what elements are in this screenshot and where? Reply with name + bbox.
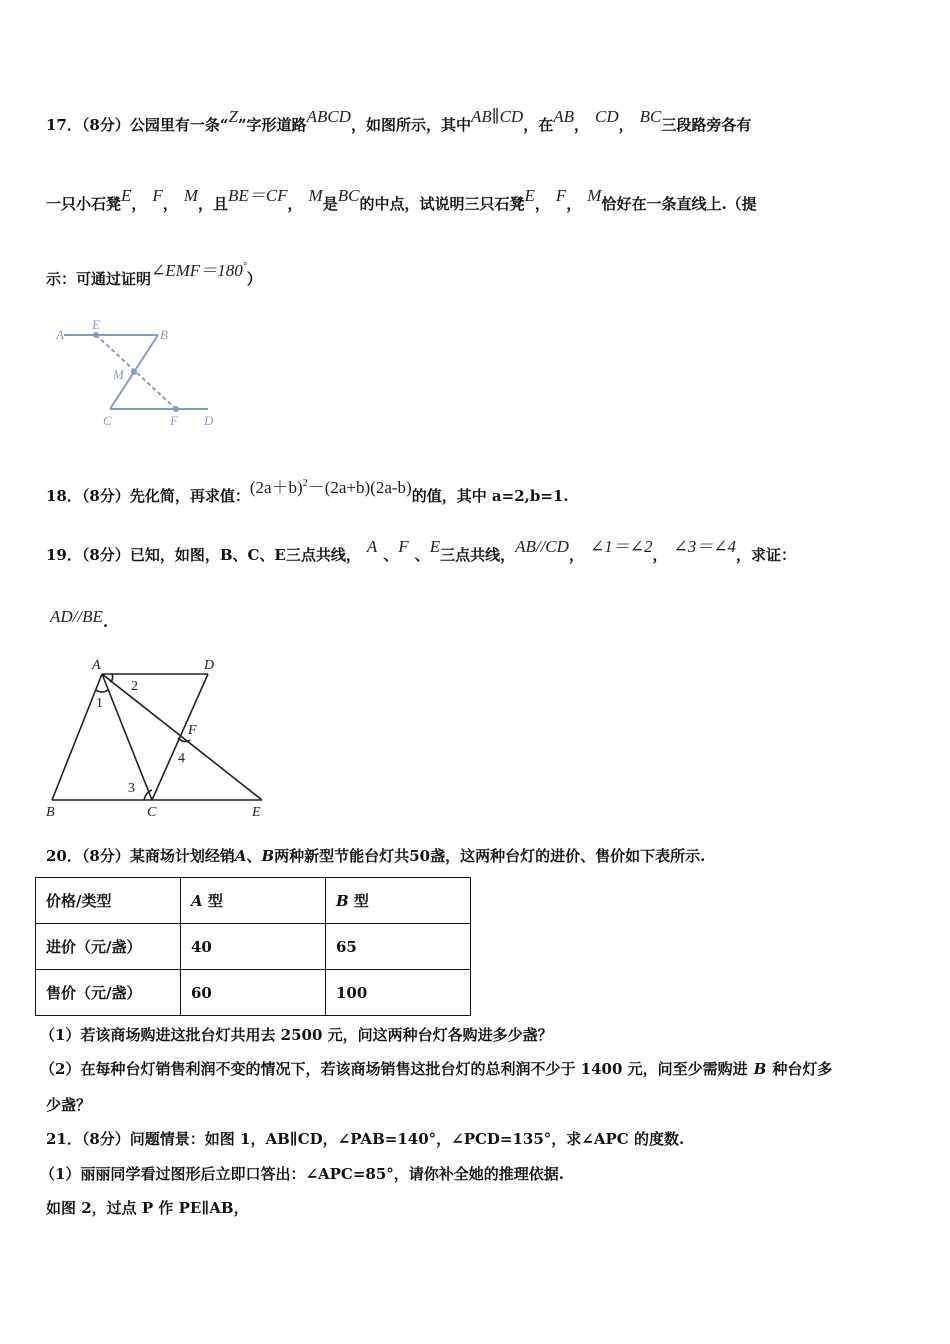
math-angle-3-eq-4: ∠3＝∠4	[673, 537, 736, 556]
math-e: E	[429, 537, 441, 556]
math-expr-b: －(2a+b)(2a-b)	[307, 478, 412, 497]
math-abcd: ABCD	[306, 107, 351, 126]
math-a: A	[366, 537, 378, 556]
q19-number: 19．	[46, 546, 82, 564]
q18-number: 18．	[46, 487, 82, 505]
math-angle-1-eq-2: ∠1＝∠2	[589, 537, 653, 556]
table-cell: 40	[181, 924, 326, 970]
label-c: C	[147, 805, 157, 820]
math-cd: CD	[595, 107, 619, 126]
q19-text: 、	[414, 546, 430, 564]
q20-line-1	[46, 845, 705, 866]
q20-count: 50	[409, 847, 431, 865]
label-1: 1	[96, 696, 103, 711]
q20-text: 盏，这两种台灯的进价、售价如下表所示.	[430, 847, 706, 865]
q17-line-2	[46, 186, 757, 214]
q20-text: （2）在每种台灯销售利润不变的情况下，若该商场销售这批台灯的总利润不少于 1400 元，问至少需购进	[40, 1060, 748, 1078]
header-cell: 价格/类型	[36, 878, 181, 924]
segment-dc	[152, 674, 208, 800]
math-ab-parallel-cd: AB∥CD	[470, 107, 524, 126]
q19-score: （8分）	[81, 546, 130, 564]
label-d: D	[204, 413, 214, 428]
q20-number: 20．	[46, 847, 82, 865]
q17-number: 17．	[46, 116, 82, 134]
label-2: 2	[131, 679, 138, 694]
q17-text: 三段路旁各有	[661, 116, 752, 134]
math-expression	[250, 478, 412, 497]
q17-text: 公园里有一条“	[129, 116, 229, 134]
header-b-suffix: 型	[353, 892, 369, 910]
q17-text: 的中点，试说明三只石凳	[359, 195, 525, 213]
math-f: F	[152, 186, 163, 205]
math-m: M	[587, 186, 602, 205]
q21-line-2: （1）丽丽同学看过图形后立即口答出：∠APC=85°，请你补全她的推理依据.	[40, 1165, 565, 1183]
math-bc: BC	[639, 107, 662, 126]
q20-part-2-cont: 少盏？	[46, 1096, 92, 1114]
label-e: E	[92, 317, 100, 332]
q20-part-1: （1）若该商场购进这批台灯共用去 2500 元，问这两种台灯各购进多少盏？	[40, 1026, 553, 1044]
q17-line-1	[46, 107, 752, 135]
table-cell: 进价（元/盏）	[36, 924, 181, 970]
q17-text: ，如图所示，其中	[350, 116, 471, 134]
table-cell: 100	[326, 970, 471, 1016]
math-f: F	[398, 537, 409, 556]
math-exponent: 2	[302, 478, 308, 489]
q17-text: ，在	[523, 116, 554, 134]
header-cell	[181, 878, 326, 924]
label-f: F	[188, 723, 197, 738]
q17-text: ）	[246, 270, 262, 288]
q19-text: .	[102, 613, 109, 631]
q19-text: 三点共线，	[440, 546, 516, 564]
math-ab: AB	[553, 107, 575, 126]
math-z: Z	[228, 107, 238, 126]
q18-score: （8分）	[81, 487, 130, 505]
q17-text: ，	[618, 116, 634, 134]
point-m	[131, 369, 137, 375]
q19-line-2	[50, 607, 109, 632]
label-3: 3	[128, 781, 135, 796]
q17-text: ，	[574, 116, 590, 134]
label-b: B	[46, 805, 55, 820]
q17-text: ，	[131, 195, 147, 213]
table-cell: 65	[326, 924, 471, 970]
q21-line-3: 如图 2，过点 P 作 PE∥AB，	[46, 1199, 249, 1217]
degree-sign: °	[242, 261, 247, 272]
q20-score: （8分）	[81, 847, 130, 865]
math-angle-emf	[151, 261, 247, 280]
table-row	[36, 970, 471, 1016]
q17-text: 一只小石凳	[46, 195, 122, 213]
math-m: M	[308, 186, 323, 205]
label-e: E	[252, 805, 261, 820]
price-table	[35, 877, 471, 1016]
q18-text: 先化简，再求值：	[129, 487, 250, 505]
label-b: B	[160, 327, 168, 342]
q19-text: 已知，如图，B、C、E三点共线，	[129, 546, 361, 564]
math-ab-parallel-cd: AB//CD	[515, 537, 569, 556]
q19-text: ，	[568, 546, 584, 564]
math-expr-a: (2a＋b)	[249, 478, 303, 497]
segment-ab	[52, 674, 102, 800]
q17-figure	[50, 313, 230, 433]
q19-line-1	[46, 537, 796, 565]
q20-letter-a: A	[234, 847, 247, 865]
q17-text: ，且	[198, 195, 229, 213]
math-be-eq-cf: BE＝CF	[228, 186, 288, 205]
label-m: M	[113, 367, 124, 382]
q20-letter-b: B	[261, 847, 275, 865]
math-ad-parallel-be: AD//BE	[50, 607, 103, 626]
q17-text: 恰好在一条直线上.（提	[601, 195, 757, 213]
label-f: F	[170, 413, 178, 428]
arc-angle-1	[96, 690, 108, 692]
q20-text: 两种新型节能台灯共	[274, 847, 410, 865]
q19-text: ，	[652, 546, 668, 564]
segment-ae	[102, 674, 262, 800]
label-a: A	[92, 658, 101, 673]
math-bc: BC	[337, 186, 360, 205]
q17-text: ，	[534, 195, 550, 213]
math-m: M	[183, 186, 198, 205]
math-e: E	[524, 186, 535, 205]
math-e: E	[121, 186, 132, 205]
point-f	[173, 406, 179, 412]
table-cell: 售价（元/盏）	[36, 970, 181, 1016]
header-a-letter: A	[191, 892, 203, 910]
label-c: C	[103, 413, 112, 428]
q19-text: ，求证：	[735, 546, 796, 564]
q20-part-2	[40, 1058, 832, 1079]
label-d: D	[204, 658, 215, 673]
math-f: F	[555, 186, 567, 205]
q17-text: 示：可通过证明	[46, 270, 152, 288]
q19-figure	[40, 652, 280, 822]
q20-letter-b: B	[753, 1060, 767, 1078]
q18-line	[46, 478, 569, 506]
q17-text: ，	[566, 195, 582, 213]
q20-text: 某商场计划经销	[129, 847, 235, 865]
q17-text: ，	[162, 195, 178, 213]
table-header-row	[36, 878, 471, 924]
q21-line-1: 21．（8分）问题情景：如图 1，AB∥CD，∠PAB=140°，∠PCD=135°，求∠APC 的度数.	[46, 1130, 685, 1148]
q17-text: ”字形道路	[237, 116, 307, 134]
math-angle-emf-value: ∠EMF＝180	[151, 261, 243, 280]
q20-text: 种台灯多	[772, 1060, 833, 1078]
q18-text: 的值，其中 a=2,b=1.	[411, 487, 569, 505]
header-a-suffix: 型	[207, 892, 223, 910]
label-a: A	[56, 327, 64, 342]
table-cell: 60	[181, 970, 326, 1016]
header-cell	[326, 878, 471, 924]
q17-text: 是	[322, 195, 338, 213]
header-b-letter: B	[336, 892, 349, 910]
q17-line-3	[46, 261, 262, 289]
label-4: 4	[178, 751, 185, 766]
q17-text: ，	[287, 195, 303, 213]
q20-text: 、	[246, 847, 262, 865]
q17-score: （8分）	[81, 116, 130, 134]
point-e	[93, 332, 99, 338]
table-row	[36, 924, 471, 970]
q19-text: 、	[383, 546, 399, 564]
